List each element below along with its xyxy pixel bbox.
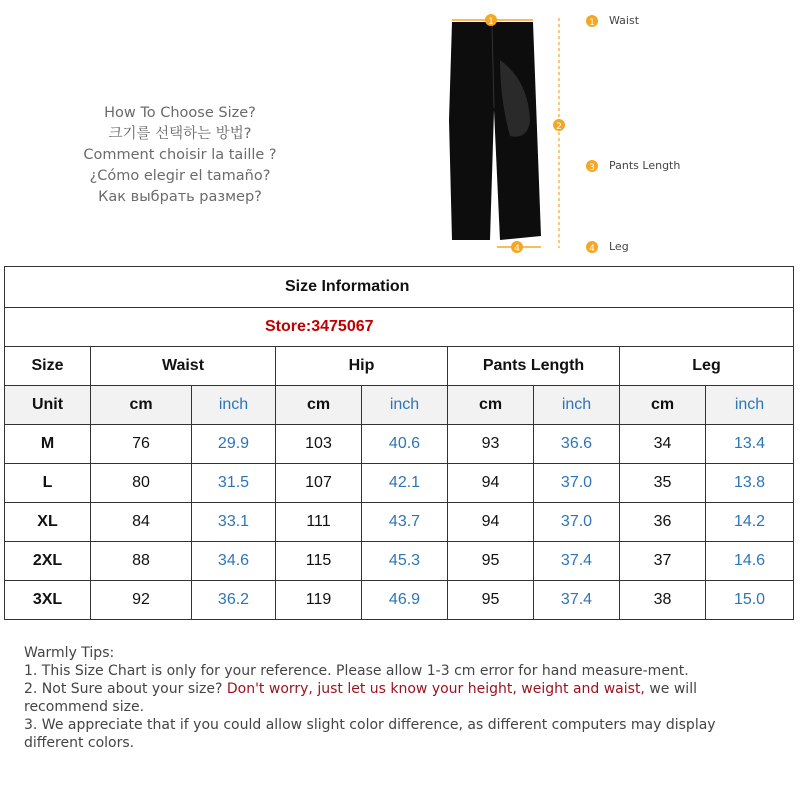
- pants-icon: [449, 22, 541, 240]
- header-size: Size: [5, 347, 91, 386]
- waist-cm-cell: 76: [91, 425, 192, 464]
- hip-inch-cell: 40.6: [362, 425, 448, 464]
- waist-inch-cell: 36.2: [192, 581, 276, 620]
- size-cell: XL: [5, 503, 91, 542]
- waist-inch-cell: 34.6: [192, 542, 276, 581]
- unit-cm: cm: [448, 386, 534, 425]
- length-inch-cell: 37.0: [534, 464, 620, 503]
- leg-inch-cell: 14.6: [706, 542, 794, 581]
- table-row: [5, 425, 794, 464]
- size-cell: M: [5, 425, 91, 464]
- length-cm-cell: 94: [448, 503, 534, 542]
- leg-cm-cell: 36: [620, 503, 706, 542]
- tip-2-highlight: Don't worry, just let us know your height, weight and waist,: [226, 681, 645, 697]
- hip-inch-cell: 46.9: [362, 581, 448, 620]
- unit-row: [5, 386, 794, 425]
- svg-text:4: 4: [514, 244, 520, 254]
- marker-4-icon: [511, 241, 523, 254]
- leg-cm-cell: 35: [620, 464, 706, 503]
- table-row: [5, 581, 794, 620]
- tip-2-prefix: 2. Not Sure about your size?: [24, 681, 227, 697]
- hip-cm-cell: 115: [276, 542, 362, 581]
- unit-label: Unit: [5, 386, 91, 425]
- waist-cm-cell: 80: [91, 464, 192, 503]
- hip-cm-cell: 107: [276, 464, 362, 503]
- svg-text:1: 1: [488, 17, 494, 27]
- hip-inch-cell: 43.7: [362, 503, 448, 542]
- tip-2: [24, 680, 776, 716]
- hip-cm-cell: 119: [276, 581, 362, 620]
- length-inch-cell: 36.6: [534, 425, 620, 464]
- length-inch-cell: 37.0: [534, 503, 620, 542]
- legend-marker-length-icon: [586, 160, 598, 173]
- waist-cm-cell: 92: [91, 581, 192, 620]
- unit-cm: cm: [276, 386, 362, 425]
- hip-inch-cell: 45.3: [362, 542, 448, 581]
- length-inch-cell: 37.4: [534, 542, 620, 581]
- table-row: [5, 464, 794, 503]
- store-id: Store:3475067: [5, 308, 794, 347]
- leg-inch-cell: 13.4: [706, 425, 794, 464]
- leg-cm-cell: 37: [620, 542, 706, 581]
- table-row: [5, 503, 794, 542]
- header-leg: Leg: [620, 347, 794, 386]
- hip-cm-cell: 111: [276, 503, 362, 542]
- header-waist: Waist: [91, 347, 276, 386]
- hip-inch-cell: 42.1: [362, 464, 448, 503]
- svg-text:1: 1: [589, 18, 595, 28]
- how-to-ru: Как выбрать размер?: [98, 189, 262, 205]
- length-cm-cell: 95: [448, 581, 534, 620]
- how-to-es: ¿Cómo elegir el tamaño?: [89, 168, 271, 184]
- tip-2-suffix: we will recommend size.: [24, 681, 697, 715]
- length-cm-cell: 94: [448, 464, 534, 503]
- unit-cm: cm: [91, 386, 192, 425]
- leg-inch-cell: 14.2: [706, 503, 794, 542]
- svg-text:3: 3: [589, 163, 595, 173]
- pants-diagram: [0, 0, 800, 262]
- waist-inch-cell: 33.1: [192, 503, 276, 542]
- length-inch-cell: 37.4: [534, 581, 620, 620]
- measurement-illustration: [0, 0, 800, 262]
- hip-cm-cell: 103: [276, 425, 362, 464]
- legend-pants-length-label: Pants Length: [609, 159, 681, 172]
- warmly-tips: [24, 644, 776, 752]
- unit-inch: inch: [362, 386, 448, 425]
- tip-3: 3. We appreciate that if you could allow slight color difference, as different computers may display different colors.: [24, 717, 716, 751]
- waist-cm-cell: 84: [91, 503, 192, 542]
- header-hip: Hip: [276, 347, 448, 386]
- legend-marker-leg-icon: [586, 241, 598, 254]
- table-title: Size Information: [5, 267, 794, 308]
- tip-1: 1. This Size Chart is only for your reference. Please allow 1-3 cm error for hand measure-ment.: [24, 663, 689, 679]
- waist-inch-cell: 29.9: [192, 425, 276, 464]
- size-cell: 3XL: [5, 581, 91, 620]
- leg-cm-cell: 34: [620, 425, 706, 464]
- waist-inch-cell: 31.5: [192, 464, 276, 503]
- how-to-en: How To Choose Size?: [104, 105, 256, 121]
- size-cell: 2XL: [5, 542, 91, 581]
- size-cell: L: [5, 464, 91, 503]
- unit-inch: inch: [534, 386, 620, 425]
- legend-waist-label: Waist: [609, 14, 640, 27]
- size-table: [4, 266, 794, 620]
- length-cm-cell: 93: [448, 425, 534, 464]
- svg-text:2: 2: [556, 122, 562, 132]
- marker-2-icon: [553, 119, 565, 132]
- unit-cm: cm: [620, 386, 706, 425]
- unit-inch: inch: [192, 386, 276, 425]
- table-row: [5, 542, 794, 581]
- tips-heading: Warmly Tips:: [24, 645, 115, 661]
- legend-leg-label: Leg: [609, 240, 629, 253]
- leg-inch-cell: 15.0: [706, 581, 794, 620]
- leg-inch-cell: 13.8: [706, 464, 794, 503]
- waist-cm-cell: 88: [91, 542, 192, 581]
- header-pants-length: Pants Length: [448, 347, 620, 386]
- how-to-ko: 크기를 선택하는 방법?: [108, 126, 252, 142]
- leg-cm-cell: 38: [620, 581, 706, 620]
- length-cm-cell: 95: [448, 542, 534, 581]
- unit-inch: inch: [706, 386, 794, 425]
- how-to-fr: Comment choisir la taille ?: [83, 147, 277, 163]
- legend-marker-waist-icon: [586, 15, 598, 28]
- svg-text:4: 4: [589, 244, 595, 254]
